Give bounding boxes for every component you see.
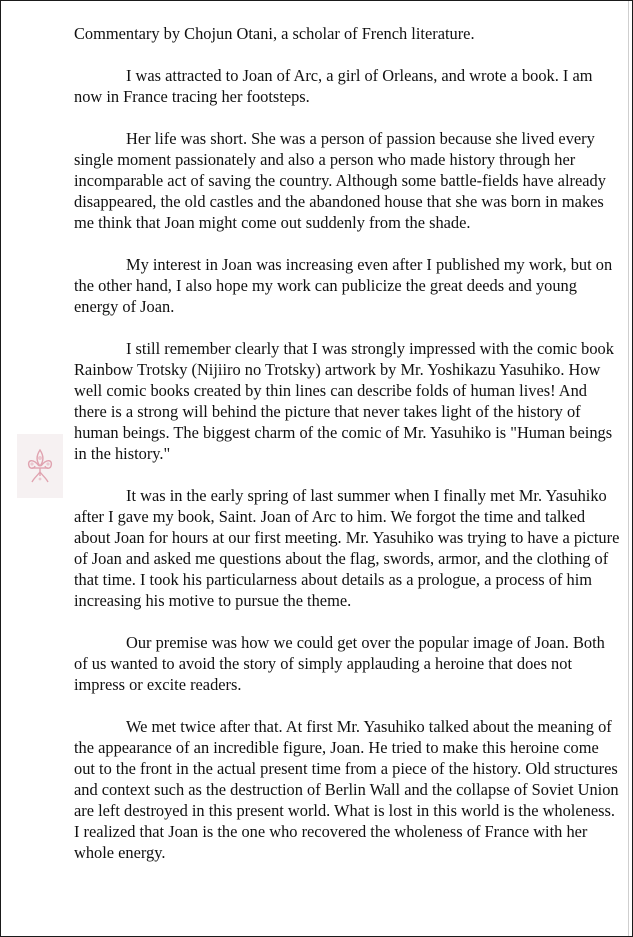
- paragraph-1: I was attracted to Joan of Arc, a girl of Orleans, and wrote a book. I am now in France tracing her footsteps.: [74, 66, 593, 106]
- document-header: Commentary by Chojun Otani, a scholar of French literature.: [74, 24, 475, 43]
- fleur-de-lis-icon: [24, 446, 56, 486]
- paragraph-7: We met twice after that. At first Mr. Yasuhiko talked about the meaning of the appearance of an incredible figure, Joan. He tried to make this heroine come out to the front in the actual present time from a piece of the history. Old structures and context such as the destruction of Berlin Wall and the collapse of Soviet Union are left destroyed in this present world. What is lost in this world is the wholeness. I realized that Joan is the one who recovered the wholeness of France with her whole energy.: [74, 717, 619, 862]
- paragraph-2: Her life was short. She was a person of passion because she lived every single moment passionately and also a person who made history through her incomparable act of saving the country. Although some battle-fields have already disappeared, the old castles and the abandoned house that she was born in makes me think that Joan might come out suddenly from the shade.: [74, 129, 606, 232]
- paragraph-4: I still remember clearly that I was strongly impressed with the comic book Rainbow Trotsky (Nijiiro no Trotsky) artwork by Mr. Yoshikazu Yasuhiko. How well comic books created by thin lines can describe folds of human lives! And there is a strong will behind the picture that never takes light of the history of human beings. The biggest charm of the comic of Mr. Yasuhiko is "Human beings in the history.": [74, 339, 614, 463]
- document-body: [74, 23, 620, 884]
- page-edge-line: [628, 1, 629, 936]
- paragraph-6: Our premise was how we could get over the popular image of Joan. Both of us wanted to avoid the story of simply applauding a heroine that does not impress or excite readers.: [74, 633, 605, 694]
- paragraph-5: It was in the early spring of last summer when I finally met Mr. Yasuhiko after I gave my book, Saint. Joan of Arc to him. We forgot the time and talked about Joan for hours at our first meeting. Mr. Yasuhiko was trying to have a picture of Joan and asked me questions about the flag, swords, armor, and the clothing of that time. I took his particularness about details as a prologue, a process of him increasing his motive to pursue the theme.: [74, 486, 620, 610]
- fleur-de-lis-ornament: [17, 434, 63, 498]
- paragraph-3: My interest in Joan was increasing even after I published my work, but on the other hand, I also hope my work can publicize the great deeds and young energy of Joan.: [74, 255, 613, 316]
